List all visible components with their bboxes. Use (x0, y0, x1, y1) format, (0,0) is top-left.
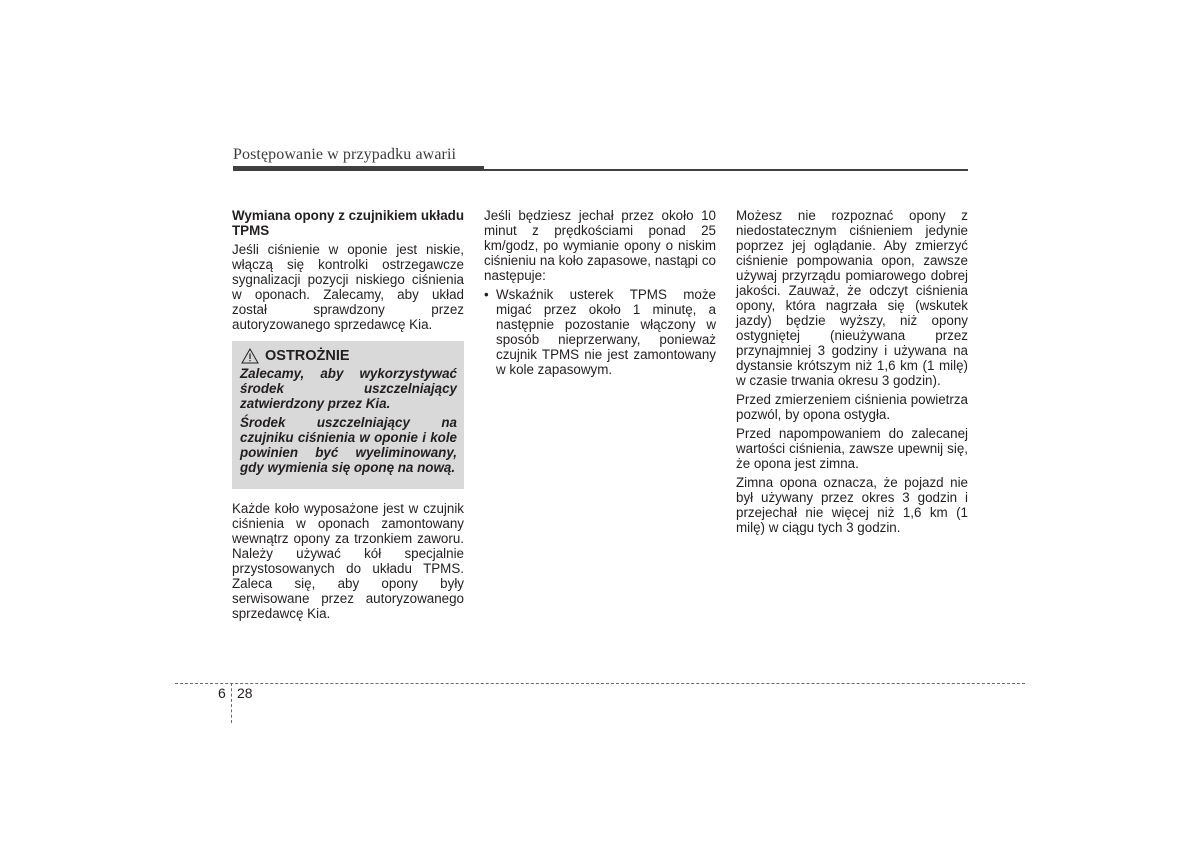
caution-title: OSTROŻNIE (265, 347, 350, 364)
section-heading: Wymiana opony z czujnikiem układu TPMS (232, 208, 464, 238)
section-title: Postępowanie w przypadku awarii (233, 146, 457, 163)
paragraph: Przed zmierzeniem ciśnienia powietrza pozwól, by opona ostygła. (736, 392, 968, 422)
column-1 (232, 208, 464, 625)
bullet-marker: • (484, 287, 489, 302)
footer-divider (175, 683, 1025, 684)
paragraph: Przed napompowaniem do zalecanej wartości ciśnienia, zawsze upewnij się, że opona jest zimna. (736, 426, 968, 471)
bullet-item (484, 287, 716, 377)
chapter-number: 6 (218, 685, 226, 701)
caution-header (240, 348, 457, 364)
header-rule-thick (233, 166, 484, 171)
paragraph: Każde koło wyposażone jest w czujnik ciśnienia w oponach zamontowany wewnątrz opony za trzonkiem zaworu. Należy używać kół specjalnie przystosowanych do układu TPMS. Zaleca się, aby opony były serwisowane przez autoryzowanego sprzedawcę Kia. (232, 501, 464, 621)
page-number: 28 (237, 685, 253, 701)
warning-triangle-icon (241, 348, 259, 364)
paragraph: Jeśli ciśnienie w oponie jest niskie, włączą się kontrolki ostrzegawcze sygnalizacji pozycji niskiego ciśnienia w oponach. Zalecamy, aby układ został sprawdzony przez autoryzowanego sprzedawcę Kia. (232, 242, 464, 332)
column-3 (736, 208, 968, 539)
paragraph: Jeśli będziesz jechał przez około 10 minut z prędkościami ponad 25 km/godz, po wymianie opony o niskim ciśnieniu na koło zapasowe, nastąpi co następuje: (484, 208, 716, 283)
paragraph: Zimna opona oznacza, że pojazd nie był używany przez okres 3 godzin i przejechał nie więcej niż 1,6 km (1 milę) w ciągu tych 3 godzin. (736, 475, 968, 535)
caution-text: Zalecamy, aby wykorzystywać środek uszczelniający zatwierdzony przez Kia. (240, 366, 457, 411)
footer-vertical-divider (231, 683, 232, 723)
header-rule-thin (484, 169, 968, 171)
caution-box (232, 341, 464, 489)
caution-text: Środek uszczelniający na czujniku ciśnienia w oponie i kole powinien być wyeliminowany, gdy wymienia się oponę na nową. (240, 415, 457, 475)
column-2 (484, 208, 716, 377)
paragraph: Możesz nie rozpoznać opony z niedostatecznym ciśnieniem jedynie poprzez jej oglądanie. Aby zmierzyć ciśnienie pompowania opon, zawsze używaj przyrządu pomiarowego dobrej jakości. Zauważ, że odczyt ciśnienia opony, która nagrzała się (wskutek jazdy) będzie wyższy, niż opony ostygniętej (nieużywana przez przynajmniej 3 godziny i używana na dystansie krótszym niż 1,6 km (1 milę) w czasie trwania okresu 3 godzin). (736, 208, 968, 388)
bullet-text: Wskaźnik usterek TPMS może migać przez około 1 minutę, a następnie pozostanie włączony w sposób nieprzerwany, ponieważ czujnik TPMS nie jest zamontowany w kole zapasowym. (496, 287, 716, 377)
